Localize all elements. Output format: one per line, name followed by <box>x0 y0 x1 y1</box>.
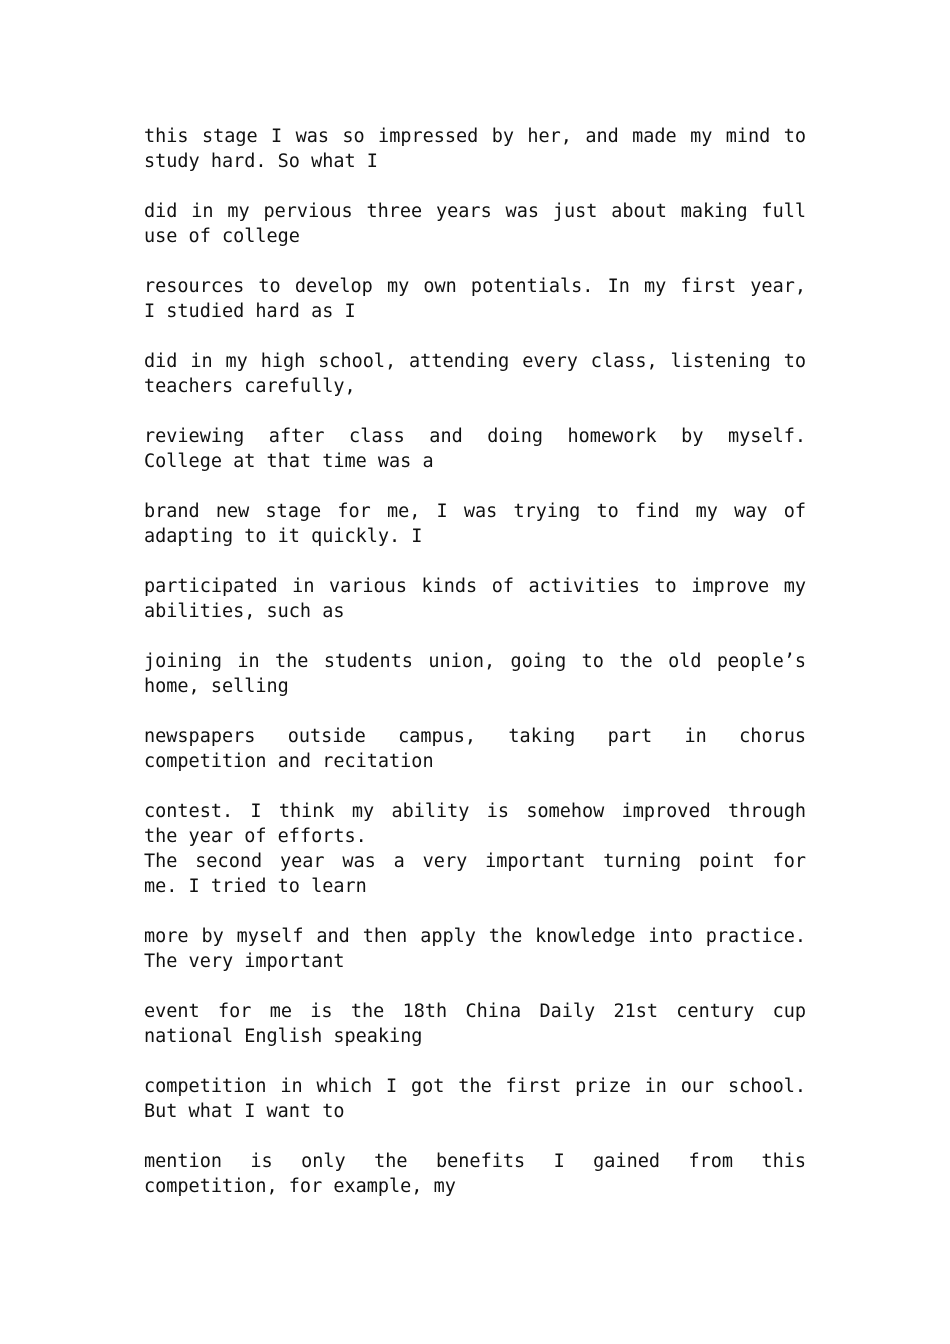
text-line: competition, for example, my <box>144 1176 456 1197</box>
text-line: reviewing after class and doing homework by myself. <box>144 426 806 447</box>
text-line: brand new stage for me, I was trying to find my way of <box>144 501 806 522</box>
text-line: The very important <box>144 951 345 972</box>
text-line: contest. I think my ability is somehow improved through <box>144 801 806 822</box>
text-line: did in my high school, attending every class, listening to <box>144 351 806 372</box>
text-line: mention is only the benefits I gained from this <box>144 1151 806 1172</box>
text-line: home, selling <box>144 676 289 697</box>
text-line: participated in various kinds of activities to improve my <box>144 576 806 597</box>
text-line: newspapers outside campus, taking part in chorus <box>144 726 806 747</box>
text-line: study hard. So what I <box>144 151 378 172</box>
text-line: use of college <box>144 226 300 247</box>
text-line: did in my pervious three years was just about making full <box>144 201 806 222</box>
text-line: this stage I was so impressed by her, and made my mind to <box>144 126 806 147</box>
text-line: more by myself and then apply the knowledge into practice. <box>144 926 806 947</box>
text-line: competition and recitation <box>144 751 434 772</box>
text-line: national English speaking <box>144 1026 423 1047</box>
text-line: adapting to it quickly. I <box>144 526 423 547</box>
text-line: event for me is the 18th China Daily 21st century cup <box>144 1001 806 1022</box>
text-line: joining in the students union, going to the old people’s <box>144 651 806 672</box>
text-line: the year of efforts. <box>144 826 367 847</box>
text-line: me. I tried to learn <box>144 876 367 897</box>
text-line: But what I want to <box>144 1101 345 1122</box>
text-line: resources to develop my own potentials. In my first year, <box>144 276 806 297</box>
text-line: College at that time was a <box>144 451 434 472</box>
text-line: abilities, such as <box>144 601 345 622</box>
document-text <box>144 124 806 1199</box>
text-line: competition in which I got the first prize in our school. <box>144 1076 806 1097</box>
text-line: teachers carefully, <box>144 376 356 397</box>
text-line: I studied hard as I <box>144 301 356 322</box>
paragraph-start-line: The second year was a very important turning point for <box>144 851 806 872</box>
